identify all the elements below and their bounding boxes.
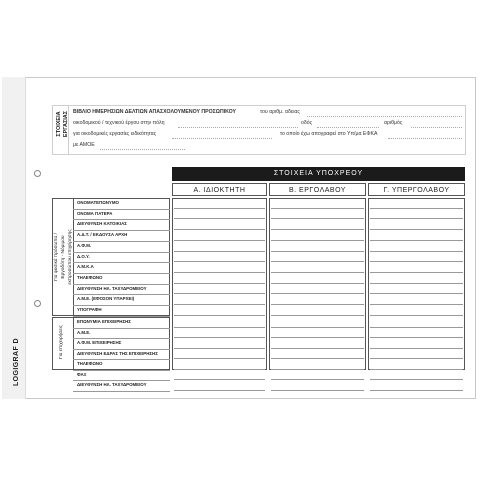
business-cell-field[interactable] bbox=[370, 390, 463, 391]
individual-cell-field[interactable] bbox=[370, 208, 463, 209]
individual-row-label: Α.Δ.Τ. / ΕΚΔΟΥΣΑ ΑΡΧΗ bbox=[77, 232, 128, 238]
individual-row-label: Α.Φ.Μ. bbox=[77, 242, 92, 248]
business-row-label: Α.Μ.Ε. bbox=[77, 329, 91, 335]
individual-cell-field[interactable] bbox=[370, 240, 463, 241]
efka-label: το οποίο έχω απογραφεί στο Υπ/μα ΕΦΚΑ bbox=[280, 131, 378, 137]
business-row-label: Α.Φ.Μ. ΕΠΙΧΕΙΡΗΣΗΣ bbox=[77, 340, 122, 345]
business-cell-field[interactable] bbox=[174, 369, 265, 370]
individual-row-label: ΟΝΟΜΑΤΕΠΩΝΥΜΟ bbox=[77, 200, 119, 205]
individual-cell-field[interactable] bbox=[370, 261, 463, 262]
business-row-rule bbox=[73, 338, 170, 339]
business-cell-field[interactable] bbox=[370, 348, 463, 349]
individual-row-label: ΟΝΟΜΑ ΠΑΤΕΡΑ bbox=[77, 210, 113, 216]
subcontractor-column-box bbox=[368, 198, 465, 370]
individual-cell-field[interactable] bbox=[271, 293, 364, 294]
business-row-rule bbox=[73, 328, 170, 329]
specialty-field[interactable] bbox=[172, 138, 272, 139]
owner-column-box bbox=[172, 198, 267, 370]
info-divider bbox=[68, 105, 69, 155]
column-contractor: Β. ΕΡΓΟΛΑΒΟΥ bbox=[269, 183, 366, 196]
side-label-line1: ΣΤΟΙΧΕΙΑ bbox=[56, 111, 62, 137]
business-cell-field[interactable] bbox=[271, 327, 364, 328]
individual-row-rule bbox=[73, 241, 170, 242]
business-row-rule bbox=[73, 359, 170, 360]
business-row-label: ΔΙΕΥΘΥΝΣΗ ΗΛ. ΤΑΧΥΔΡΟΜΕΙΟΥ bbox=[77, 382, 147, 387]
business-cell-field[interactable] bbox=[271, 390, 364, 391]
group-businesses-label bbox=[58, 322, 65, 362]
book-title: ΒΙΒΛΙΟ ΗΜΕΡΗΣΙΩΝ ΔΕΛΤΙΩΝ ΑΠΑΣΧΟΛΟΥΜΕΝΟΥ ΠΡΟΣΩΠΙΚΟΥ bbox=[73, 109, 236, 115]
number-field[interactable] bbox=[411, 127, 462, 128]
individual-cell-field[interactable] bbox=[271, 240, 364, 241]
individual-cell-field[interactable] bbox=[370, 304, 463, 305]
individual-row-rule bbox=[73, 284, 170, 285]
group-individuals-label bbox=[53, 222, 74, 292]
individual-cell-field[interactable] bbox=[271, 229, 364, 230]
street-field[interactable] bbox=[317, 127, 379, 128]
individual-row-rule bbox=[73, 294, 170, 295]
business-row-label: ΦΑΞ bbox=[77, 371, 87, 377]
individual-row-rule bbox=[73, 305, 170, 306]
individual-cell-field[interactable] bbox=[174, 208, 265, 209]
individual-row-rule bbox=[73, 273, 170, 274]
individual-cell-field[interactable] bbox=[174, 272, 265, 273]
business-row-rule bbox=[73, 349, 170, 350]
individual-cell-field[interactable] bbox=[271, 283, 364, 284]
business-cell-field[interactable] bbox=[370, 379, 463, 380]
business-cell-field[interactable] bbox=[370, 337, 463, 338]
individual-cell-field[interactable] bbox=[370, 283, 463, 284]
business-row-label: ΤΗΛΕΦΩΝΟ bbox=[77, 361, 103, 366]
business-cell-field[interactable] bbox=[370, 327, 463, 328]
individual-cell-field[interactable] bbox=[271, 304, 364, 305]
business-cell-field[interactable] bbox=[174, 358, 265, 359]
group1-label-line3: εκπροσώπου επιχείρησης bbox=[68, 229, 73, 285]
column-subcontractor: Γ. ΥΠΕΡΓΟΛΑΒΟΥ bbox=[368, 183, 465, 196]
contractor-column-box bbox=[269, 198, 366, 370]
individual-cell-field[interactable] bbox=[271, 272, 364, 273]
side-label-line2: ΕΡΓΑΣΙΑΣ bbox=[63, 110, 69, 138]
individual-cell-field[interactable] bbox=[174, 293, 265, 294]
individual-cell-field[interactable] bbox=[370, 272, 463, 273]
individual-row-label: Δ.Ο.Υ. bbox=[77, 253, 90, 259]
number-label: αριθμός bbox=[384, 120, 403, 126]
punch-hole-bottom bbox=[34, 300, 41, 307]
individual-cell-field[interactable] bbox=[370, 251, 463, 252]
business-row-label: ΔΙΕΥΘΥΝΣΗ ΕΔΡΑΣ ΤΗΣ ΕΠΙΧΕΙΡΗΣΗΣ bbox=[77, 350, 158, 356]
individual-row-rule bbox=[73, 316, 170, 317]
individual-cell-field[interactable] bbox=[271, 315, 364, 316]
individual-cell-field[interactable] bbox=[174, 229, 265, 230]
street-label: οδός bbox=[301, 120, 313, 126]
individual-row-label: Α.Μ.Κ.Α bbox=[77, 264, 94, 270]
individual-cell-field[interactable] bbox=[174, 283, 265, 284]
business-row-rule bbox=[73, 391, 170, 392]
individual-row-label: ΔΙΕΥΘΥΝΣΗ ΗΛ. ΤΑΧΥΔΡΟΜΕΙΟΥ bbox=[77, 285, 147, 291]
individual-row-rule bbox=[73, 219, 170, 220]
business-row-label: ΕΠΩΝΥΜΙΑ ΕΠΙΧΕΙΡΗΣΗΣ bbox=[77, 319, 131, 324]
individual-cell-field[interactable] bbox=[174, 261, 265, 262]
business-row-rule bbox=[73, 370, 170, 371]
business-cell-field[interactable] bbox=[370, 369, 463, 370]
punch-hole-top bbox=[34, 170, 41, 177]
amoe-field[interactable] bbox=[100, 149, 185, 150]
business-cell-field[interactable] bbox=[370, 358, 463, 359]
group2-label-line1: Για επιχειρήσεις bbox=[59, 325, 64, 359]
group1-label-line1: Για φυσικά πρόσωπα / bbox=[54, 233, 59, 281]
permit-field[interactable] bbox=[307, 116, 462, 117]
individual-cell-field[interactable] bbox=[370, 293, 463, 294]
individual-row-rule bbox=[73, 252, 170, 253]
individual-cell-field[interactable] bbox=[271, 261, 364, 262]
individual-cell-field[interactable] bbox=[174, 240, 265, 241]
individual-cell-field[interactable] bbox=[174, 304, 265, 305]
city-label: οικοδομικού / τεχνικού έργου στην πόλη bbox=[73, 120, 165, 126]
business-cell-field[interactable] bbox=[271, 348, 364, 349]
business-cell-field[interactable] bbox=[174, 337, 265, 338]
business-cell-field[interactable] bbox=[271, 358, 364, 359]
individual-row-rule bbox=[73, 209, 170, 210]
column-owner: Α. ΙΔΙΟΚΤΗΤΗ bbox=[172, 183, 267, 196]
brand-logo-text: LOGIGRAF D bbox=[13, 338, 20, 386]
efka-field[interactable] bbox=[388, 138, 462, 139]
business-cell-field[interactable] bbox=[271, 379, 364, 380]
permit-label: του αριθμ. αδειας bbox=[260, 109, 300, 115]
individual-cell-field[interactable] bbox=[174, 315, 265, 316]
amoe-label: με ΑΜΟΕ bbox=[73, 142, 95, 148]
individual-cell-field[interactable] bbox=[271, 218, 364, 219]
individual-row-label: ΥΠΟΓΡΑΦΗ bbox=[77, 307, 102, 312]
individual-cell-field[interactable] bbox=[370, 218, 463, 219]
individual-row-rule bbox=[73, 262, 170, 263]
individual-cell-field[interactable] bbox=[174, 251, 265, 252]
specialty-label: για οικοδομικές εργασίες ειδικότητας bbox=[73, 131, 157, 137]
business-cell-field[interactable] bbox=[174, 327, 265, 328]
business-cell-field[interactable] bbox=[271, 369, 364, 370]
individual-cell-field[interactable] bbox=[271, 251, 364, 252]
business-row-rule bbox=[73, 380, 170, 381]
business-cell-field[interactable] bbox=[174, 390, 265, 391]
individual-cell-field[interactable] bbox=[174, 218, 265, 219]
individual-row-label: ΔΙΕΥΘΥΝΣΗ ΚΑΤΟΙΚΙΑΣ bbox=[77, 221, 127, 227]
individual-cell-field[interactable] bbox=[370, 315, 463, 316]
individual-row-label: ΤΗΛΕΦΩΝΟ bbox=[77, 274, 103, 280]
individual-cell-field[interactable] bbox=[370, 229, 463, 230]
individual-row-label: Α.Μ.Ε. (ΕΦΟΣΟΝ ΥΠΑΡΧΕΙ) bbox=[77, 296, 135, 302]
city-field[interactable] bbox=[178, 127, 298, 128]
individual-row-rule bbox=[73, 230, 170, 231]
obligor-header: ΣΤΟΙΧΕΙΑ ΥΠΟΧΡΕΟΥ bbox=[172, 167, 465, 181]
business-cell-field[interactable] bbox=[271, 337, 364, 338]
individual-cell-field[interactable] bbox=[271, 208, 364, 209]
business-cell-field[interactable] bbox=[174, 348, 265, 349]
group1-label-line2: Εργοδότη - Νόμιμου bbox=[61, 235, 66, 279]
business-cell-field[interactable] bbox=[174, 379, 265, 380]
